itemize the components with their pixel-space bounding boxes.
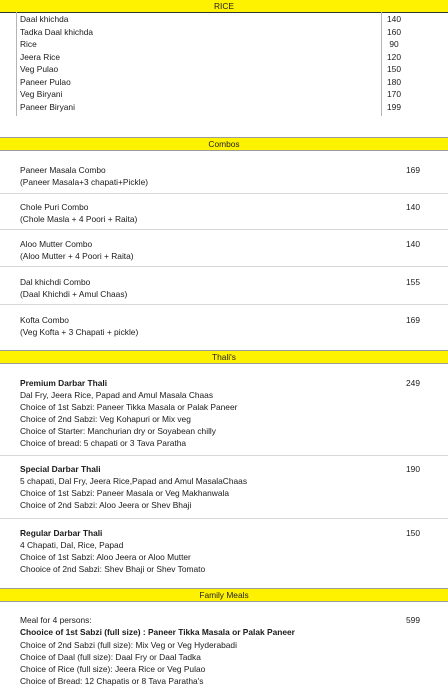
family-detail: Choice of Daal (full size): Daal Fry or Daal Tadka	[20, 652, 201, 662]
thali-detail: Choice of bread: 5 chapati or 3 Tava Paratha	[20, 438, 187, 448]
divider	[0, 150, 448, 151]
item-price: 140	[406, 202, 420, 212]
thali-detail: 4 Chapati, Dal, Rice, Papad	[20, 540, 124, 550]
item-price: 120	[387, 52, 401, 62]
divider	[0, 601, 448, 602]
thali-detail: Choice of 2nd Sabzi: Veg Kohapuri or Mix veg	[20, 414, 191, 424]
item-price: 180	[387, 77, 401, 87]
thali-detail: Dal Fry, Jeera Rice, Papad and Amul Masala Chaas	[20, 390, 214, 400]
list-item: Veg Pulao	[20, 64, 59, 74]
item-price: 160	[387, 27, 401, 37]
thali-detail: Choice of 1st Sabzi: Paneer Masala or Veg Makhanwala	[20, 488, 230, 498]
list-item: Paneer Pulao	[20, 77, 71, 87]
item-price: 90	[389, 39, 399, 49]
thali-detail: Choice of Starter: Manchurian dry or Soyabean chilly	[20, 426, 216, 436]
family-highlight: Chooice of 1st Sabzi (full size) : Paneer Tikka Masala or Palak Paneer	[20, 627, 295, 637]
item-price: 199	[387, 102, 401, 112]
combo-name: Dal khichdi Combo	[20, 277, 91, 287]
family-intro: Meal for 4 persons:	[20, 615, 92, 625]
divider	[0, 363, 448, 364]
family-section-header	[0, 589, 448, 601]
divider	[0, 455, 448, 456]
list-item: Tadka Daal khichda	[20, 27, 94, 37]
divider	[0, 229, 448, 230]
combo-desc: (Veg Kofta + 3 Chapati + pickle)	[20, 327, 139, 337]
combo-name: Kofta Combo	[20, 315, 69, 325]
family-detail: Choice of Rice (full size): Jeera Rice or Veg Pulao	[20, 664, 206, 674]
divider	[0, 266, 448, 267]
list-item: Paneer Biryani	[20, 102, 75, 112]
divider	[0, 304, 448, 305]
item-price: 170	[387, 89, 401, 99]
item-price: 169	[406, 165, 420, 175]
item-price: 140	[387, 14, 401, 24]
combo-desc: (Chole Masla + 4 Poori + Raita)	[20, 214, 138, 224]
rice-section-header	[0, 0, 448, 12]
item-price: 140	[406, 239, 420, 249]
list-item: Veg Biryani	[20, 89, 63, 99]
divider	[0, 193, 448, 194]
combo-name: Chole Puri Combo	[20, 202, 89, 212]
combo-name: Aloo Mutter Combo	[20, 239, 93, 249]
thali-name: Premium Darbar Thali	[20, 378, 108, 388]
thali-name: Special Darbar Thali	[20, 464, 101, 474]
combo-desc: (Daal Khichdi + Amul Chaas)	[20, 289, 128, 299]
combos-header-label: Combos	[208, 139, 240, 149]
list-item: Rice	[20, 39, 37, 49]
list-item: Jeera Rice	[20, 52, 61, 62]
rice-header-label: RICE	[213, 1, 234, 11]
combo-desc: (Paneer Masala+3 chapati+Pickle)	[20, 177, 149, 187]
family-detail: Choice of 2nd Sabzi (full size): Mix Veg or Veg Hyderabadi	[20, 640, 237, 650]
item-price: 190	[406, 464, 420, 474]
combo-desc: (Aloo Mutter + 4 Poori + Raita)	[20, 251, 134, 261]
combo-name: Paneer Masala Combo	[20, 165, 106, 175]
item-price: 150	[387, 64, 401, 74]
list-item: Daal khichda	[20, 14, 69, 24]
item-price: 150	[406, 528, 420, 538]
thali-detail: Chooice of 2nd Sabzi: Shev Bhaji or Shev Tomato	[20, 564, 206, 574]
item-price: 599	[406, 615, 420, 625]
family-detail: Choice of Bread: 12 Chapatis or 8 Tava Paratha's	[20, 676, 204, 686]
thali-name: Regular Darbar Thali	[20, 528, 103, 538]
thalis-header-label: Thali's	[212, 352, 236, 362]
family-header-label: Family Meals	[199, 590, 249, 600]
thalis-section-header	[0, 351, 448, 363]
divider	[16, 12, 17, 116]
thali-detail: 5 chapati, Dal Fry, Jeera Rice,Papad and Amul MasalaChaas	[20, 476, 248, 486]
divider	[0, 518, 448, 519]
item-price: 249	[406, 378, 420, 388]
thali-detail: Choice of 1st Sabzi: Paneer Tikka Masala or Palak Paneer	[20, 402, 238, 412]
item-price: 155	[406, 277, 420, 287]
thali-detail: Choice of 2nd Sabzi: Aloo Jeera or Shev Bhaji	[20, 500, 192, 510]
thali-detail: Choice of 1st Sabzi: Aloo Jeera or Aloo Mutter	[20, 552, 191, 562]
item-price: 169	[406, 315, 420, 325]
combos-section-header	[0, 138, 448, 150]
